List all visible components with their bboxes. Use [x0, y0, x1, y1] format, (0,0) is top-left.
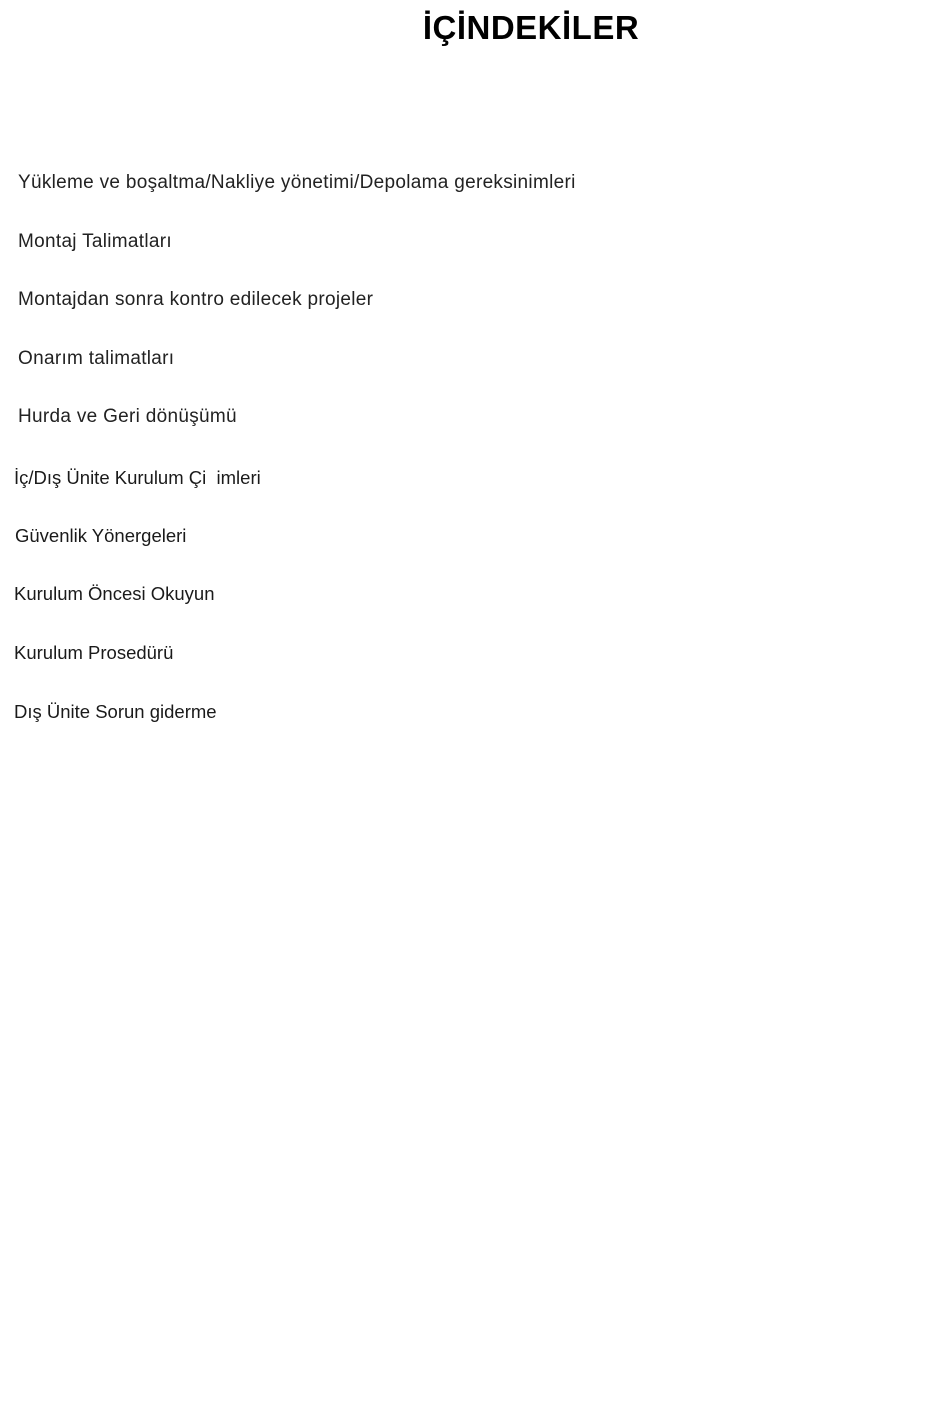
page-title: İÇİNDEKİLER	[422, 9, 640, 46]
toc-item-unit-installation-drawings: İç/Dış Ünite Kurulum Çi imleri	[14, 467, 261, 488]
toc-item-scrap-recycling: Hurda ve Geri dönüşümü	[18, 406, 237, 427]
toc-item-installation-procedure: Kurulum Prosedürü	[14, 642, 174, 663]
toc-item-assembly-instructions: Montaj Talimatları	[18, 231, 172, 252]
toc-item-read-before-install: Kurulum Öncesi Okuyun	[14, 583, 215, 604]
toc-item-loading-handling: Yükleme ve boşaltma/Nakliye yönetimi/Depolama gereksinimleri	[18, 172, 576, 193]
toc-item-post-assembly-checks: Montajdan sonra kontro edilecek projeler	[18, 289, 374, 310]
toc-item-repair-instructions: Onarım talimatları	[18, 348, 175, 369]
toc-item-safety-guidelines: Güvenlik Yönergeleri	[15, 525, 187, 546]
toc-item-outdoor-troubleshooting: Dış Ünite Sorun giderme	[14, 701, 217, 722]
